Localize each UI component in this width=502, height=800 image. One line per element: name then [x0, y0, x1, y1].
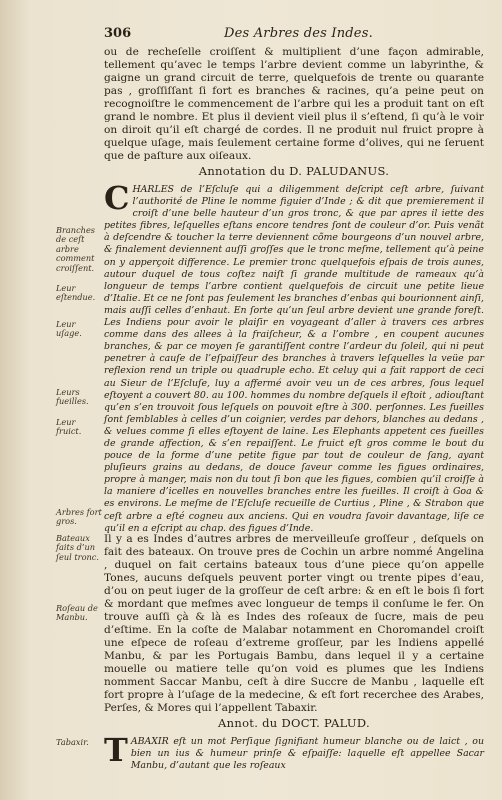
- annotation-heading: Annotation du D. PALUDANUS.: [198, 164, 390, 178]
- annotation1-text: CHARLES de l’Eſcluſe qui a diligemment deſcript ceſt arbre, ſuivant l’authorité de Pline le nomme figuier d’Inde ; & dit que premierement il croiſt d’une belle hauteur d’un gros tronc, & que par apres il iette des petites fibres, leſquelles eſtans encore tendres ſont de couleur d’or. Puis venãt à deſcendre & toucher la terre deviennent cõme bourgeons d’un nouvel arbre, & finalement deviennent auſſi groſſes que le tronc meſme, tellement qu’à peine on y apperçoit difference. Le premier tronc quelquefois eſpais de trois aunes, autour duquel de tous coſtez naiſt ſi grande multitude de rameaux qu’à longueur de temps l’arbre contient quelquefois de circuit une petite lieue d’Italie. Et ce ne ſont pas ſeulement les branches d’enbas qui bourionnent ainſi, mais auſſi celles d’enhaut. En ſorte qu’un ſeul arbre devient une grande foreſt. Les Indiens pour avoir le plaiſir en voyageant d’aller à travers ces arbres comme dans des allees à la fraiſcheur, & a l’ombre , en coupent aucunes branches, & par ce moyen ſe garantiſſent contre l’ardeur du ſoleil, qui ni peut penetrer à cauſe de l’eſpaiſſeur des branches à travers leſquelles la veüe par reflexion rend un triple ou quadruple echo. Et celuy qui a fait rapport de ceci au Sieur de l’Eſcluſe, luy a affermé avoir veu un de ces arbres, ſous lequel eſtoyent a couvert 80. au 100. hommes du nombre deſquels il eſtoit , adiouſtant qu’en s’en trouvoit ſous leſquels on pouvoit eſtre à 300. perſonnes. Les fueilles ſont ſemblables à celles d’un coignier, verdes par dehors, blanches au dedans , & velues comme ſi elles eſtoyent de laine. Les Elephants appetent ces fueilles de grande affection, & s’en repaiſſent. Le fruict eſt gros comme le bout du pouce de la forme d’une petite figue par tout de couleur de ſang, ayant pluſieurs grains au dedans, de douce ſaveur comme les figues ordinaires, propre à manger, mais non du tout ſi bon que les figues, combien qu’il croiſſe à la maniere d’icelles en nouvelles branches entre les fueilles. Il croiſt à Goa & es environs. Le meſme de l’Eſcluſe recueille de Curtius , Pline , & Strabon que ceſt arbre a eſté cogneu aux anciens. Qui en voudra ſavoir davantage, liſe ce qu’il en a eſcript au chap. des figues d’Inde.: [104, 179, 484, 534]
- page-number: 306: [104, 26, 132, 41]
- margin-note-branches: Branches de ceſt arbre comment croiſſent.: [56, 225, 95, 273]
- annotation2-heading: Annot. du DOCT. PALUD.: [218, 716, 370, 730]
- margin-note-reed: Roſeau de Manbu.: [56, 603, 98, 623]
- intro-paragraph: ou de recheſelle croiſſent & multiplient d’une façon admirable, tellement qu’avec le temps l’arbre devient comme un labyrinthe, & gaigne un grand circuit de terre, quelquefois de trente ou quarante pas , groſſiſſant ſi fort es branches & racines, qu’a peine peut on recognoiſtre le commencement de l’arbre qui les a produit tant on eſt grand le nombre. Et plus il devient vieil plus il s’eſtend, ſi qu’à le voir on diroit qu’il eſt chargé de cordes. Il ne produit nul fruict propre à quelque uſage, mais ſeulement certaine forme d’olives, qui ne ſeruent que de paſture aux oiſeaux.: [104, 46, 484, 162]
- intro-paragraph-block: [104, 46, 484, 163]
- drop-cap-c: C: [104, 179, 130, 217]
- paragraph2-block: [104, 533, 484, 715]
- margin-note-extent: Leur eſtendue.: [56, 283, 96, 303]
- margin-note-fruit: Leur fruict.: [56, 417, 82, 437]
- paragraph2: Il y a es Indes d’autres arbres de merveilleuſe groſſeur , deſquels on fait des bateaux. On trouve pres de Cochin un arbre nommé Angelina , duquel on fait certains bateaux tous d’une piece qu’on appelle Tones, aucuns deſquels peuvent porter vingt ou trente pipes d’eau, d’ou on peut iuger de la groſſeur de ceſt arbre: & en eſt le bois ſi fort & mordant que meſmes avec longueur de temps il conſume le fer. On trouve auſſi çà & là es Indes des roſeaux de ſucre, mais de peu d’eſtime. En la coſte de Malabar notamment en Choromandel croiſt une eſpece de roſeau d’extreme groſſeur, par les Indiens appellé Manbu, & par les Portugais Bambu, dans lequel il y a certaine mouelle ou matiere telle qu’on void es plumes que les Indiens nomment Saccar Manbu, ceſt à dire Succre de Manbu , laquelle eſt fort propre à l’uſage de la medecine, & eſt fort recerchee des Arabes, Perſes, & Mores qui l’appellent Tabaxir.: [104, 533, 484, 714]
- annotation2-text: TABAXIR eſt un mot Perſique ſignifiant humeur blanche ou de laict , ou bien un ius & humeur prinſe & eſpaiſſe: laquelle eſt appellee Sacar Manbu, d’autant que les roſeaux: [104, 731, 484, 772]
- running-title: Des Arbres des Indes.: [224, 26, 373, 41]
- margin-note-use: Leur uſage.: [56, 319, 82, 339]
- drop-cap-t: T: [104, 731, 128, 769]
- page-header: [104, 26, 484, 44]
- annotation1-block: [104, 179, 484, 535]
- margin-note-big-trees: Arbres fort gros.: [56, 507, 102, 527]
- margin-note-leaves: Leurs fueilles.: [56, 387, 89, 407]
- margin-note-boats: Bateaux faits d’un ſeul tronc.: [56, 533, 99, 562]
- annotation2-block: [104, 731, 484, 772]
- margin-note-tabaxir: Tabaxir.: [56, 737, 89, 747]
